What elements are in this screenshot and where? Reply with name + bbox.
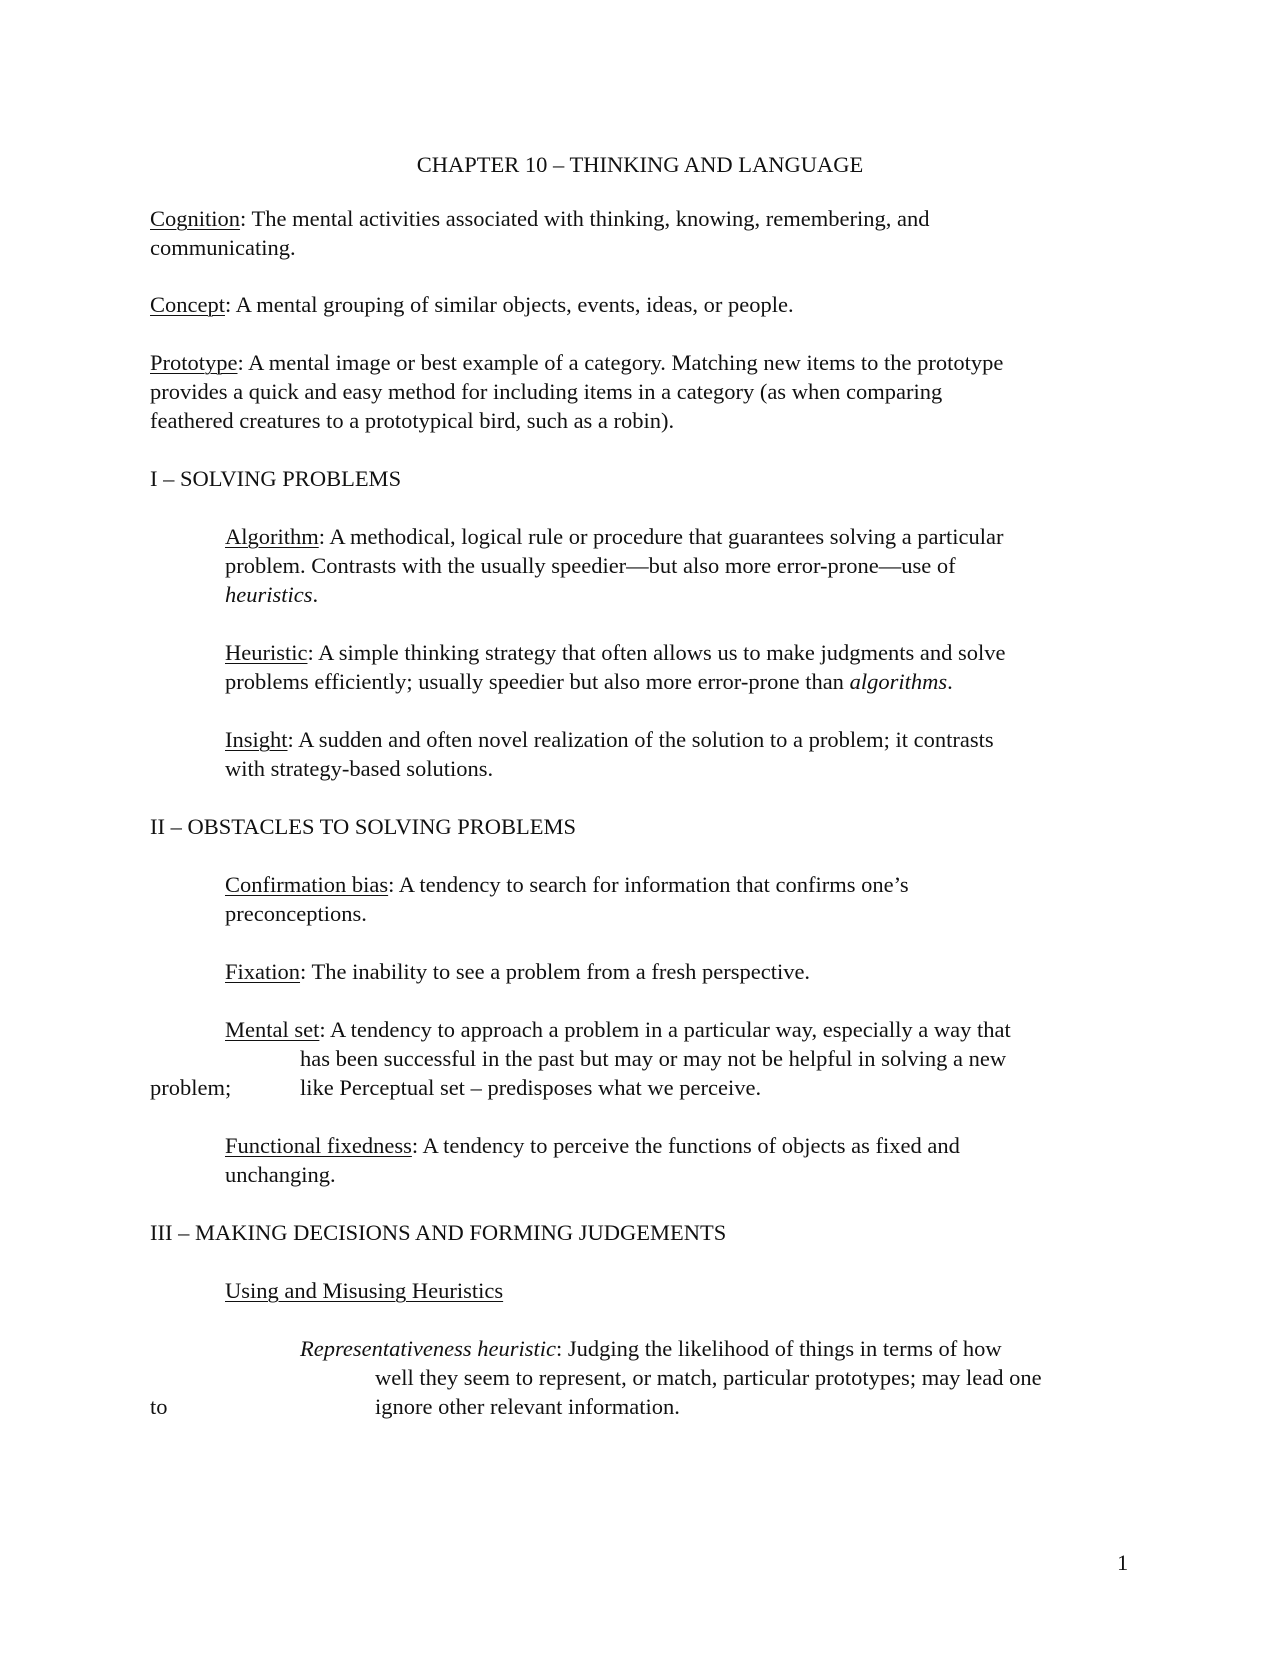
definition-prototype-line-3: feathered creatures to a prototypical bird, such as a robin). <box>150 408 675 433</box>
section-heading-decisions: III – MAKING DECISIONS AND FORMING JUDGEMENTS <box>150 1220 727 1245</box>
subheading-heuristics: Using and Misusing Heuristics <box>225 1278 504 1303</box>
definition-representativeness-line-3: ignore other relevant information. <box>375 1394 680 1419</box>
definition-algorithm-line-2: problem. Contrasts with the usually speedier—but also more error-prone—use of <box>225 553 956 578</box>
term-algorithm: Algorithm <box>225 524 319 549</box>
term-mental-set: Mental set <box>225 1017 320 1042</box>
definition-confirmation-bias-line-2: preconceptions. <box>225 901 367 926</box>
page-number: 1 <box>1117 1550 1129 1575</box>
term-representativeness: Representativeness heuristic <box>300 1336 556 1361</box>
definition-cognition: Cognition: The mental activities associated with thinking, knowing, remembering, and <box>150 206 930 231</box>
section-heading-obstacles: II – OBSTACLES TO SOLVING PROBLEMS <box>150 814 576 839</box>
definition-fixation: Fixation: The inability to see a problem from a fresh perspective. <box>225 959 811 984</box>
term-heuristic: Heuristic <box>225 640 308 665</box>
definition-representativeness-line-2: well they seem to represent, or match, particular prototypes; may lead one <box>375 1365 1042 1390</box>
definition-confirmation-bias: Confirmation bias: A tendency to search for information that confirms one’s <box>225 872 909 897</box>
definition-mental-set-line-2: has been successful in the past but may or may not be helpful in solving a new <box>300 1046 1007 1071</box>
term-insight: Insight <box>225 727 288 752</box>
definition-insight-line-2: with strategy-based solutions. <box>225 756 494 781</box>
definition-prototype-line-2: provides a quick and easy method for including items in a category (as when comparing <box>150 379 943 404</box>
definition-algorithm: Algorithm: A methodical, logical rule or procedure that guarantees solving a particular <box>225 524 1004 549</box>
term-concept: Concept <box>150 292 225 317</box>
definition-mental-set: Mental set: A tendency to approach a problem in a particular way, especially a way that <box>225 1017 1011 1042</box>
term-cognition: Cognition <box>150 206 241 231</box>
term-confirmation-bias: Confirmation bias <box>225 872 389 897</box>
definition-prototype: Prototype: A mental image or best example of a category. Matching new items to the prototype <box>150 350 1004 375</box>
definition-representativeness-stray-word: to <box>150 1394 168 1419</box>
definition-representativeness: Representativeness heuristic: Judging the likelihood of things in terms of how <box>300 1336 1002 1361</box>
definition-concept: Concept: A mental grouping of similar objects, events, ideas, or people. <box>150 292 794 317</box>
definition-heuristic-line-2: problems efficiently; usually speedier but also more error-prone than algorithms. <box>225 669 953 694</box>
definition-functional-fixedness-line-2: unchanging. <box>225 1162 336 1187</box>
term-prototype: Prototype <box>150 350 238 375</box>
definition-cognition-line-2: communicating. <box>150 235 296 260</box>
term-functional-fixedness: Functional fixedness <box>225 1133 412 1158</box>
definition-mental-set-stray-word: problem; <box>150 1075 232 1100</box>
chapter-title: CHAPTER 10 – THINKING AND LANGUAGE <box>416 152 864 177</box>
term-fixation: Fixation <box>225 959 301 984</box>
definition-heuristic: Heuristic: A simple thinking strategy that often allows us to make judgments and solve <box>225 640 1006 665</box>
definition-mental-set-line-3: like Perceptual set – predisposes what we perceive. <box>300 1075 762 1100</box>
definition-insight: Insight: A sudden and often novel realization of the solution to a problem; it contrasts <box>225 727 994 752</box>
definition-functional-fixedness: Functional fixedness: A tendency to perceive the functions of objects as fixed and <box>225 1133 960 1158</box>
section-heading-solving-problems: I – SOLVING PROBLEMS <box>150 466 402 491</box>
definition-algorithm-line-3: heuristics. <box>225 582 319 607</box>
